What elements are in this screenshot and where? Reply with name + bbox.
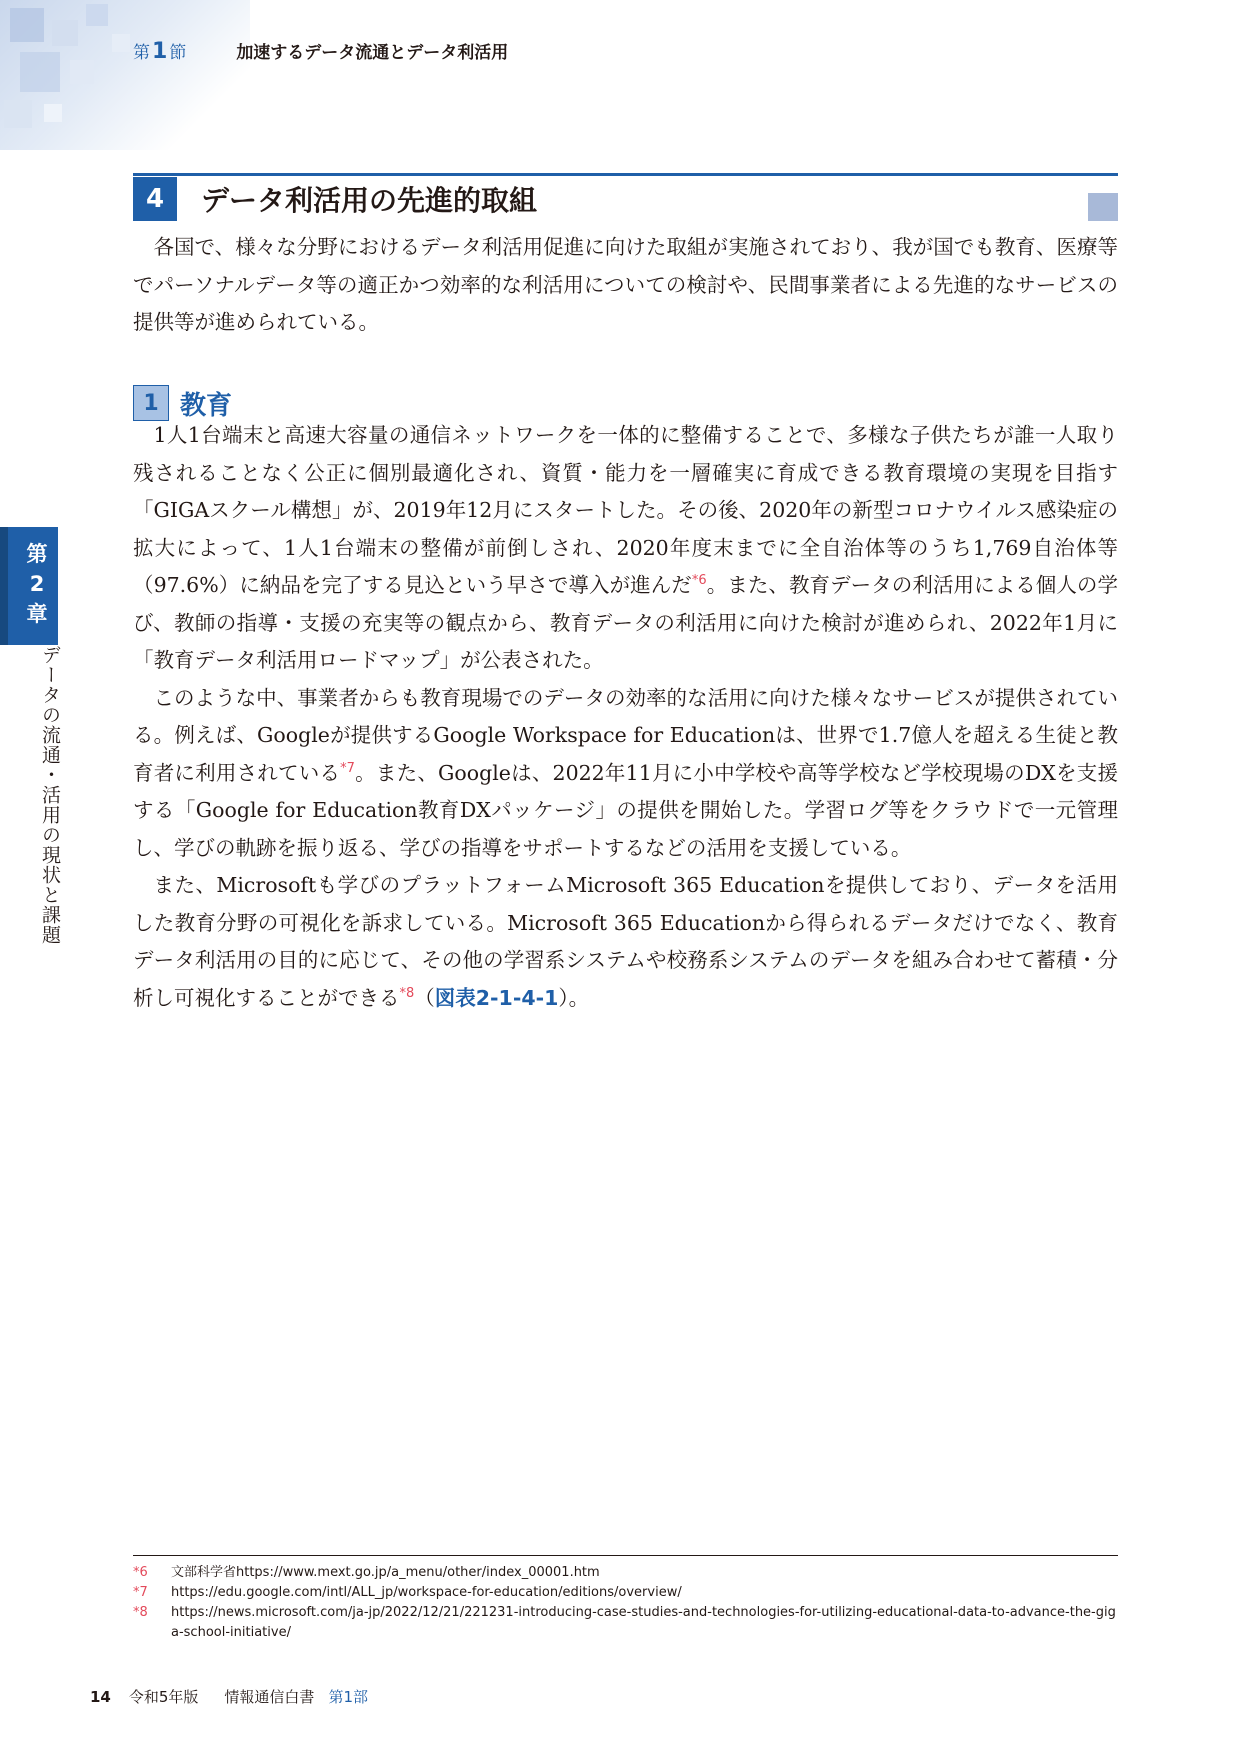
footnote-item [133,1603,1118,1643]
subsection-number: 1 [133,385,169,421]
paragraph-3-text-a: また、Microsoftも学びのプラットフォームMicrosoft 365 Educationを提供しており、データを活用した教育分野の可視化を訴求している。Microsoft 365 Educationから得られるデータだけでなく、教育データ利活用の目的に応じて、その他の学習系システムや校務系システムのデータを組み合わせて蓄積・分析し可視化することができる [133,873,1118,1010]
part-label: 第1部 [328,1688,368,1706]
footnote-item [133,1583,1118,1603]
footnote-text[interactable]: https://edu.google.com/intl/ALL_jp/workspace-for-education/editions/overview/ [171,1585,682,1600]
paren-close: ）。 [558,985,590,1010]
paren-open: （ [414,985,435,1010]
paragraph-1-text-a: 1人1台端末と高速大容量の通信ネットワークを一体的に整備することで、多様な子供たちが誰一人取り残されることなく公正に個別最適化され、資質・能力を一層確実に育成できる教育環境の実現を目指す「GIGAスクール構想」が、2019年12月にスタートした。その後、2020年の新型コロナウイルス感染症の拡大によって、1人1台端末の整備が前倒しされ、2020年度末までに全自治体等のうち1,769自治体等（97.6%）に納品を完了する見込という早さで導入が進んだ [133,423,1118,597]
chapter-tab-edge [0,527,8,645]
body-text [133,417,1118,1017]
section-prefix: 第 [133,43,150,63]
page-number: 14 [90,1688,111,1706]
section-suffix: 節 [169,43,187,63]
paragraph-2-text-b: 。また、Googleは、2022年11月に小中学校や高等学校など学校現場のDXを支援する「Google for Education教育DXパッケージ」の提供を開始した。学習ログ等をクラウドで一元管理し、学びの軌跡を振り返る、学びの指導をサポートするなどの活用を支援している。 [133,760,1119,860]
footnote-text[interactable]: https://news.microsoft.com/ja-jp/2022/12/21/221231-introducing-case-studies-and-technologies-for-utilizing-educational-data-to-advance-the-giga-school-initiative/ [171,1605,1116,1640]
page-footer [90,1686,368,1707]
paragraph-2-text-a: このような中、事業者からも教育現場でのデータの効率的な活用に向けた様々なサービスが提供されている。例えば、Googleが提供するGoogle Workspace for Educationは、世界で1.7億人を超える生徒と教育者に利用されている [133,685,1118,785]
footnote-ref-7[interactable]: *7 [340,760,355,776]
footnote-mark: *7 [133,1585,148,1600]
running-header [133,38,508,66]
chapter-label: 第2章 [26,542,48,626]
footnote-ref-8[interactable]: *8 [399,985,415,1001]
intro-text: 各国で、様々な分野におけるデータ利活用促進に向けた取組が実施されており、我が国でも教育、医療等でパーソナルデータ等の適正かつ効率的な利活用についての検討や、民間事業者による先進的なサービスの提供等が進められている。 [133,235,1118,334]
section-number: 1 [152,39,168,64]
corner-decoration [0,0,250,150]
heading-accent-block [1088,193,1118,221]
footnote-mark: *8 [133,1605,148,1620]
paragraph-1 [133,417,1118,680]
footnote-divider [133,1555,1118,1556]
footnote-ref-6[interactable]: *6 [691,573,707,589]
paragraph-1-text-b: 。また、教育データの利活用による個人の学び、教師の指導・支援の充実等の観点から、教育データの利活用に向けた検討が進められ、2022年1月に「教育データ利活用ロードマップ」が公表された。 [133,573,1118,672]
book-title: 情報通信白書 [224,1688,315,1706]
chapter-title: データの流通・活用の現状と課題 [39,645,61,945]
footnote-mark: *6 [133,1565,148,1580]
paragraph-2 [133,680,1118,868]
footnote-text[interactable]: 文部科学省https://www.mext.go.jp/a_menu/other/index_00001.htm [171,1565,600,1580]
figure-reference-link[interactable]: 図表2-1-4-1 [434,985,559,1010]
footnotes [133,1563,1118,1643]
footnote-item [133,1563,1118,1583]
paragraph-3 [133,867,1118,1017]
section-heading-title: データ利活用の先進的取組 [201,184,538,217]
intro-paragraph [133,229,1118,342]
heading-rule [133,173,1118,176]
publication-year: 令和5年版 [128,1688,199,1706]
header-title: 加速するデータ流通とデータ利活用 [236,43,509,63]
section-heading [133,173,1118,221]
subsection-title: 教育 [180,391,233,421]
section-heading-number: 4 [133,177,177,221]
